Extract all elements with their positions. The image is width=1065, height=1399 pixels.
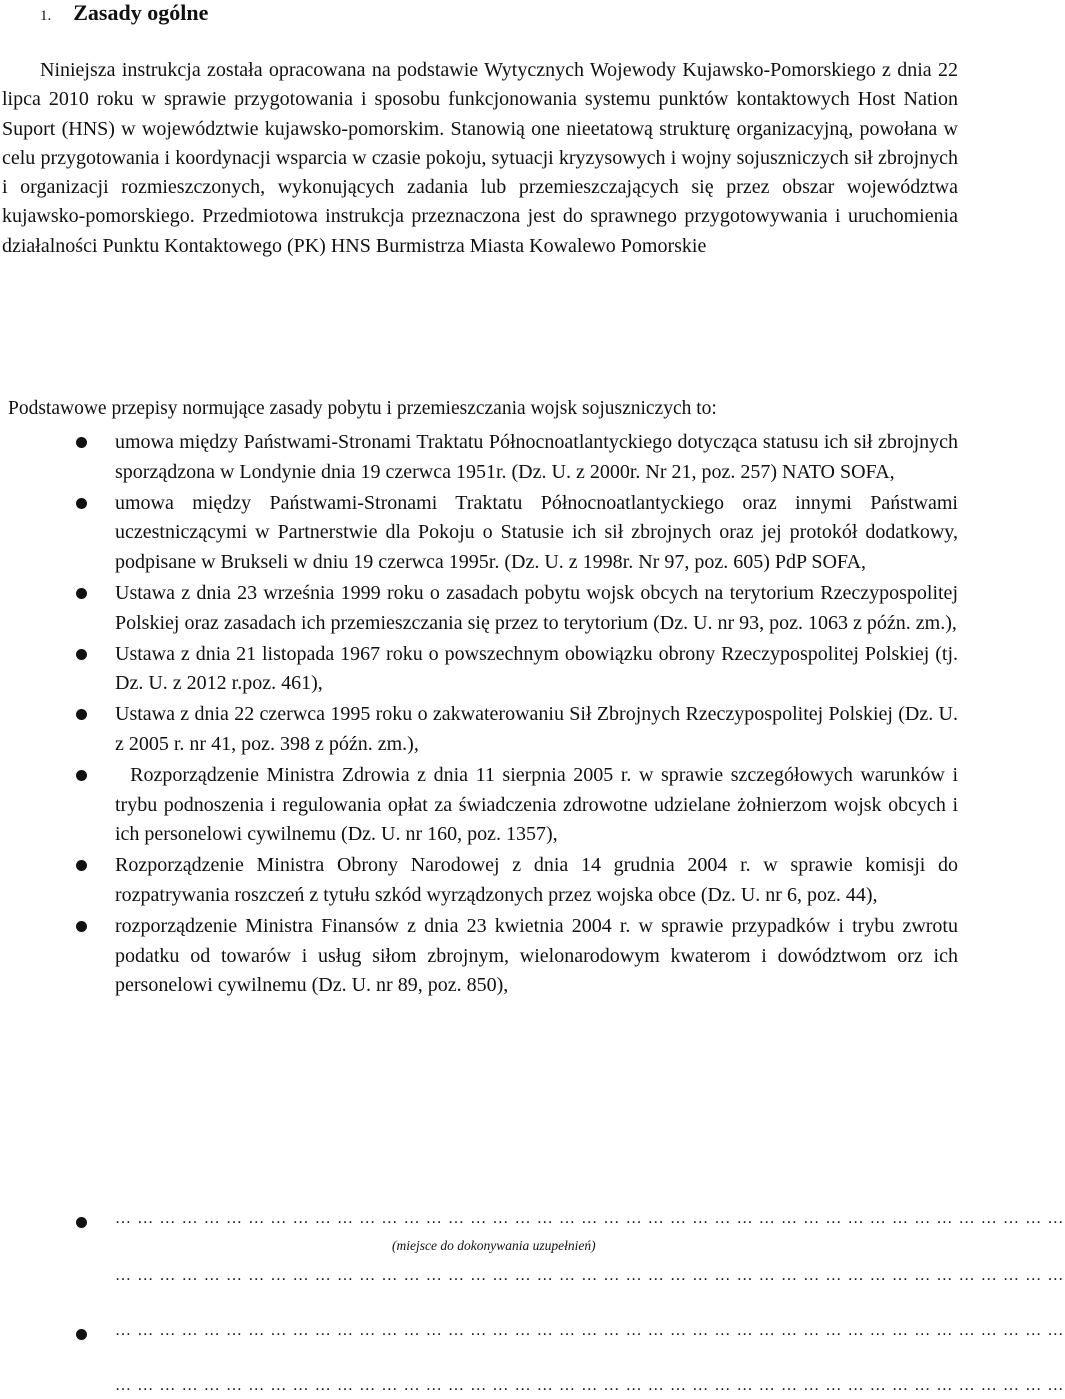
- bullet-icon: [76, 588, 87, 599]
- list-item-text: Rozporządzenie Ministra Zdrowia z dnia 11 sierpnia 2005 r. w sprawie szczegółowych warunków i trybu podnoszenia i regulowania opłat za świadczenia zdrowotne udzielane żołnierzom wojsk obcych i ich personelowi cywilnemu (Dz. U. nr 160, poz. 1357),: [115, 763, 963, 846]
- fill-in-line[interactable]: … … … … … … … … … … … … … … … … … … … … … … … … … … … … … … … … … … … … … … … … … … …: [115, 1322, 1065, 1339]
- list-lead-text: Podstawowe przepisy normujące zasady pobytu i przemieszczania wojsk sojuszniczych to:: [8, 398, 717, 419]
- intro-text: Niniejsza instrukcja została opracowana na podstawie Wytycznych Wojewody Kujawsko-Pomorskiego z dnia 22 lipca 2010 roku w sprawie przygotowania i sposobu funkcjonowania systemu punktów kontaktowych Host Nation Suport (HNS) w województwie kujawsko-pomorskim. Stanowią one nieetatową strukturę organizacyjną, powołana w celu przygotowania i koordynacji wsparcia w czasie pokoju, sytuacji kryzysowych i wojny sojuszniczych sił zbrojnych i organizacji rozmieszczonych, wykonujących zadania lub przemieszczających się przez obszar województwa kujawsko-pomorskiego. Przedmiotowa instrukcja przeznaczona jest do sprawnego przygotowywania i uruchomienia działalności Punktu Kontaktowego (PK) HNS Burmistrza Miasta Kowalewo Pomorskie: [2, 59, 958, 257]
- list-item: [0, 912, 960, 1001]
- bullet-icon: [76, 860, 87, 871]
- list-item: [0, 489, 960, 578]
- section-heading: [40, 0, 208, 29]
- bullet-icon: [76, 770, 87, 781]
- list-item-text: Ustawa z dnia 22 czerwca 1995 roku o zakwaterowaniu Sił Zbrojnych Rzeczypospolitej Polskiej (Dz. U. z 2005 r. nr 41, poz. 398 z późn. zm.),: [115, 703, 958, 755]
- bullet-icon: [76, 921, 87, 932]
- list-item-text: umowa między Państwami-Stronami Traktatu Północnoatlantyckiego dotycząca statusu ich sił zbrojnych sporządzona w Londynie dnia 19 czerwca 1951r. (Dz. U. z 2000r. Nr 21, poz. 257) NATO SOFA,: [115, 431, 958, 483]
- list-item: [0, 851, 960, 911]
- list-item-text: Rozporządzenie Ministra Obrony Narodowej z dnia 14 grudnia 2004 r. w sprawie komisji do rozpatrywania roszczeń z tytułu szkód wyrządzonych przez wojska obce (Dz. U. nr 6, poz. 44),: [115, 854, 958, 906]
- bullet-icon: [76, 1217, 87, 1228]
- bullet-icon: [76, 649, 87, 660]
- list-item-text: umowa między Państwami-Stronami Traktatu Północnoatlantyckiego oraz innymi Państwami uczestniczącymi w Partnerstwie dla Pokoju o Statusie ich sił zbrojnych oraz jej protokół dodatkowy, podpisane w Brukseli w dniu 19 czerwca 1995r. (Dz. U. z 1998r. Nr 97, poz. 605) PdP SOFA,: [115, 491, 958, 574]
- bullet-icon: [76, 437, 87, 448]
- section-number: 1.: [40, 8, 52, 24]
- list-item: [0, 700, 960, 760]
- list-item: [0, 640, 960, 700]
- list-item: [0, 761, 963, 850]
- list-item-text: Ustawa z dnia 23 września 1999 roku o zasadach pobytu wojsk obcych na terytorium Rzeczypospolitej Polskiej oraz zasadach ich przemieszczania się przez to terytorium (Dz. U. nr 93, poz. 1063 z późn. zm.),: [115, 581, 958, 634]
- intro-paragraph: [2, 56, 958, 261]
- list-item: [0, 428, 960, 488]
- regulations-list: [0, 428, 963, 1002]
- list-item-text: Ustawa z dnia 21 listopada 1967 roku o powszechnym obowiązku obrony Rzeczypospolitej Polskiej (tj. Dz. U. z 2012 r.poz. 461),: [115, 642, 958, 695]
- fill-in-line[interactable]: … … … … … … … … … … … … … … … … … … … … … … … … … … … … … … … … … … … … … … … … … … …: [115, 1210, 1065, 1227]
- list-item-text: rozporządzenie Ministra Finansów z dnia 23 kwietnia 2004 r. w sprawie przypadków i trybu zwrotu podatku od towarów i usług siłom zbrojnym, wielonarodowym kwaterom i dowództwom orz ich personelowi cywilnemu (Dz. U. nr 89, poz. 850),: [115, 914, 958, 997]
- bullet-icon: [76, 1329, 87, 1340]
- bullet-icon: [76, 709, 87, 720]
- bullet-icon: [76, 498, 87, 509]
- section-title: Zasady ogólne: [73, 0, 209, 25]
- fill-in-line[interactable]: … … … … … … … … … … … … … … … … … … … … … … … … … … … … … … … … … … … … … … … … … … …: [115, 1267, 1065, 1284]
- fill-in-line[interactable]: … … … … … … … … … … … … … … … … … … … … … … … … … … … … … … … … … … … … … … … … … … …: [115, 1377, 1065, 1394]
- list-item: [0, 579, 960, 639]
- fill-in-note: (miejsce do dokonywania uzupełnień): [392, 1238, 596, 1253]
